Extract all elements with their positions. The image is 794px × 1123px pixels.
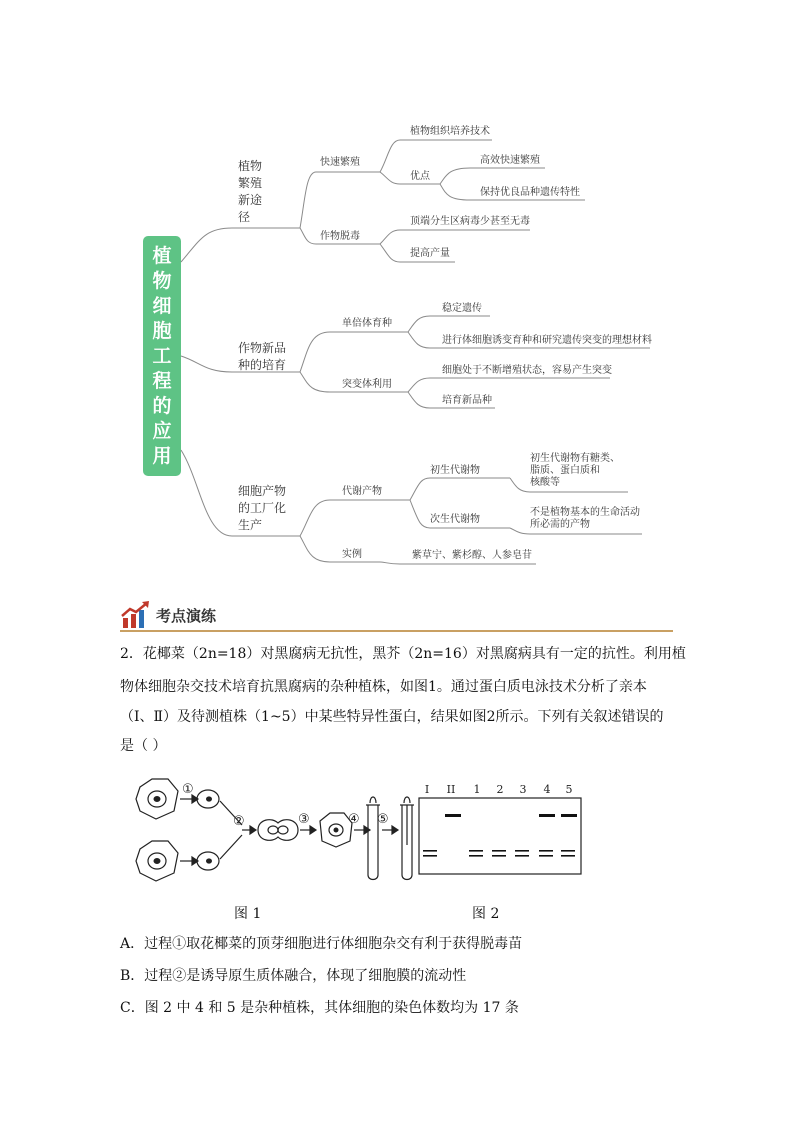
node-adv-keep: 保持优良品种遗传特性 [480,187,580,198]
branch3-label-line: 细胞产物 [238,484,287,498]
figure1-caption: 图 1 [234,906,262,922]
branch2-label [238,340,286,374]
node-tissue-culture: 植物组织培养技术 [410,126,490,137]
lane-label-2: 2 [496,783,504,796]
branch1-label-line: 新途 [238,193,263,207]
node-example-items: 紫草宁、紫杉醇、人参皂苷 [412,550,532,561]
lane-label-1: 1 [473,783,481,796]
step-5-label: ⑤ [377,812,389,827]
node-primary: 初生代谢物 [430,465,480,476]
branch2-label-line: 种的培育 [238,358,287,372]
option-a: A．过程①取花椰菜的顶芽细胞进行体细胞杂交有利于获得脱毒苗 [120,936,523,952]
step-3-label: ③ [298,812,310,827]
node-mutant: 突变体利用 [342,379,392,390]
mindmap-root [143,236,181,476]
node-metabolites: 代谢产物 [342,486,382,497]
step-2-label: ② [233,814,245,829]
band-4-lower [539,850,553,852]
root-char: 细 [152,294,172,317]
band-4-upper [539,814,555,817]
node-secondary-detail [530,507,640,531]
band-5-lower [561,850,575,852]
primary-detail-line: 核酸等 [530,477,560,488]
figure1-process-diagram [130,775,430,895]
node-kuaisu-fanzhi: 快速繁殖 [320,157,360,168]
branch1-label-line: 繁殖 [238,176,263,190]
branch1-label [238,158,262,226]
node-stable: 稳定遗传 [442,303,482,314]
question-line-4: 是（ ） [120,738,167,754]
section-divider [120,630,673,632]
root-char: 程 [152,369,172,392]
node-apical: 顶端分生区病毒少甚至无毒 [410,216,530,227]
lane-label-5: 5 [565,783,573,796]
option-b: B．过程②是诱导原生质体融合，体现了细胞膜的流动性 [120,968,467,984]
node-proliferation: 细胞处于不断增殖状态，容易产生突变 [442,365,612,376]
primary-detail-line: 初生代谢物有糖类、 [530,453,620,464]
step-4-label: ④ [348,812,360,827]
node-secondary: 次生代谢物 [430,514,480,525]
branch3-label-line: 的工厂化 [238,501,287,515]
root-char: 物 [152,269,172,292]
node-yield: 提高产量 [410,248,450,259]
step-1-label: ① [182,782,194,797]
band-II-upper [445,814,461,817]
question-line-2: 物体细胞杂交技术培育抗黑腐病的杂种植株，如图1。通过蛋白质电泳技术分析了亲本 [120,679,647,695]
chart-growth-icon [120,600,152,630]
option-c: C．图 2 中 4 和 5 是杂种植株，其体细胞的染色体数均为 17 条 [120,1000,519,1016]
root-char: 胞 [152,319,172,342]
branch3-label-line: 生产 [238,518,263,532]
band-2-lower [492,850,506,852]
root-char: 用 [152,444,172,467]
lane-label-I: I [424,783,430,796]
band-5-upper [561,814,577,817]
node-ideal-material: 进行体细胞诱变育种和研究遗传突变的理想材料 [442,335,652,346]
section-title: 考点演练 [156,607,217,625]
lane-label-3: 3 [519,783,527,796]
branch1-label-line: 径 [238,210,251,224]
figure2-caption: 图 2 [472,906,500,922]
root-char: 植 [152,244,172,267]
secondary-detail-line: 不是植物基本的生命活动 [530,507,640,518]
root-char: 应 [152,419,172,442]
node-advantages: 优点 [410,171,430,182]
branch1-label-line: 植物 [238,159,263,173]
node-adv-fast: 高效快速繁殖 [480,155,540,166]
lane-label-4: 4 [543,783,551,796]
question-line-3: （Ⅰ、Ⅱ）及待测植株（1~5）中某些特异性蛋白，结果如图2所示。下列有关叙述错误的 [120,709,664,725]
root-char: 的 [152,394,172,417]
branch3-label [238,483,286,534]
band-1-lower [469,850,483,852]
node-examples: 实例 [342,549,362,560]
root-char: 工 [152,344,172,367]
node-haploid: 单倍体育种 [342,318,392,329]
band-I-lower [423,850,437,852]
secondary-detail-line: 所必需的产物 [530,519,590,530]
primary-detail-line: 脂质、蛋白质和 [530,465,600,476]
node-detox: 作物脱毒 [320,231,360,242]
figure2-electrophoresis [415,780,585,880]
question-line-1: 2．花椰菜（2n=18）对黑腐病无抗性，黑芥（2n=16）对黑腐病具有一定的抗性。利用植 [120,646,686,662]
lane-label-II: II [446,783,456,796]
band-3-lower [515,850,529,852]
branch2-label-line: 作物新品 [238,341,287,355]
node-new-variety: 培育新品种 [442,395,492,406]
node-primary-detail [530,453,620,489]
